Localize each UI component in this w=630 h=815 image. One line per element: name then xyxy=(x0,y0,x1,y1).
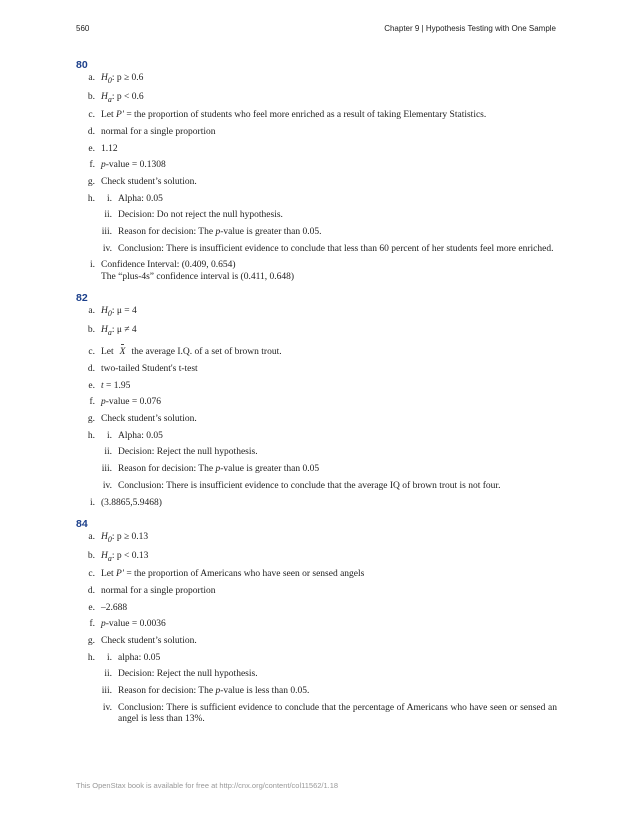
answer-h xyxy=(76,431,557,493)
item-label: g. xyxy=(87,414,95,425)
answer-list xyxy=(76,532,557,726)
item-label: e. xyxy=(88,602,95,613)
item-label: f. xyxy=(89,619,95,630)
subitem-label: iv. xyxy=(102,702,112,713)
x-bar-symbol: X xyxy=(119,347,126,358)
answer-g xyxy=(76,636,557,648)
graph-note: Check student’s solution. xyxy=(101,414,197,425)
alternative-hypothesis: $H_a$: p < 0.6 xyxy=(101,91,144,104)
item-label: c. xyxy=(88,110,95,121)
answer-c xyxy=(76,110,557,122)
item-label: c. xyxy=(88,569,95,580)
item-label: g. xyxy=(87,176,95,187)
answer-a xyxy=(76,532,557,545)
confidence-interval: Confidence Interval: (0.409, 0.654) The “plus-4s” confidence interval is (0.411, 0.648) xyxy=(101,260,295,282)
conclusion: Conclusion: There is insufficient evidence to conclude that the average IQ of brown trout is not four. xyxy=(118,480,501,491)
random-variable: Let P′ = the proportion of students who feel more enriched as a result of taking Elementary Statistics. xyxy=(101,110,487,121)
subitem-label: ii. xyxy=(104,447,112,458)
decision-list xyxy=(101,194,557,256)
random-variable: Let X the average I.Q. of a set of brown trout. xyxy=(101,347,282,358)
answer-e xyxy=(76,381,557,393)
item-label: c. xyxy=(88,347,95,358)
answer-b xyxy=(76,92,557,105)
answer-f xyxy=(76,619,557,631)
item-label: e. xyxy=(88,380,95,391)
distribution: two-tailed Student's t-test xyxy=(101,364,198,374)
answer-g xyxy=(76,414,557,426)
answer-f xyxy=(76,160,557,172)
answer-d xyxy=(76,127,557,139)
item-label: g. xyxy=(87,635,95,646)
decision-list xyxy=(101,653,557,726)
subitem-label: iv. xyxy=(102,480,112,491)
subitem xyxy=(72,464,557,476)
answer-g xyxy=(76,177,557,189)
item-label: a. xyxy=(88,306,95,317)
item-label: f. xyxy=(89,397,95,408)
answer-d xyxy=(76,586,557,598)
subitem xyxy=(72,194,557,206)
alpha: Alpha: 0.05 xyxy=(118,430,163,441)
answer-i xyxy=(76,260,557,283)
subitem-label: iii. xyxy=(101,685,112,696)
item-label: i. xyxy=(89,497,95,508)
answer-e xyxy=(76,144,557,156)
reason: Reason for decision: The p-value is greater than 0.05 xyxy=(118,464,320,475)
subitem xyxy=(72,431,557,443)
subitem-label: ii. xyxy=(104,669,112,680)
answer-e xyxy=(76,603,557,615)
item-label: f. xyxy=(89,160,95,171)
subitem xyxy=(72,653,557,665)
item-label: h. xyxy=(87,430,95,441)
test-statistic: 1.12 xyxy=(101,143,118,154)
page-footer: This OpenStax book is available for free at http://cnx.org/content/col11562/1.18 xyxy=(76,781,339,790)
answer-a xyxy=(76,73,557,86)
answer-a xyxy=(76,306,557,319)
item-label: h. xyxy=(87,193,95,204)
item-label: i. xyxy=(89,260,95,271)
conclusion: Conclusion: There is sufficient evidence to conclude that the percentage of Americans who have seen or sensed an angel is less than 13%. xyxy=(118,702,557,725)
reason: Reason for decision: The p-value is greater than 0.05. xyxy=(118,226,322,237)
subitem xyxy=(72,669,557,681)
null-hypothesis: $H_0$: p ≥ 0.13 xyxy=(101,532,149,544)
null-hypothesis: $H_0$: p ≥ 0.6 xyxy=(101,73,144,85)
subitem xyxy=(72,447,557,459)
distribution: normal for a single proportion xyxy=(101,126,216,137)
item-label: a. xyxy=(88,532,95,542)
answer-h xyxy=(76,194,557,256)
graph-note: Check student’s solution. xyxy=(101,635,197,646)
subitem-label: i. xyxy=(106,430,112,441)
item-label: e. xyxy=(88,143,95,154)
decision: Decision: Reject the null hypothesis. xyxy=(118,669,258,680)
problem-number: 84 xyxy=(76,518,88,530)
problem-number: 82 xyxy=(76,292,88,305)
item-label: d. xyxy=(87,585,95,596)
subitem-label: i. xyxy=(106,193,112,204)
subitem xyxy=(72,244,557,256)
test-statistic: –2.688 xyxy=(101,602,128,613)
item-label: b. xyxy=(87,91,95,102)
page-number: 560 xyxy=(76,24,90,33)
null-hypothesis: $H_0$: μ = 4 xyxy=(101,306,137,319)
random-variable: Let P′ = the proportion of Americans who have seen or sensed angels xyxy=(101,569,365,580)
chapter-title: Chapter 9 | Hypothesis Testing with One Sample xyxy=(384,24,556,33)
decision: Decision: Reject the null hypothesis. xyxy=(118,447,258,458)
subitem xyxy=(72,686,557,698)
item-label: b. xyxy=(87,324,95,335)
answer-h xyxy=(76,653,557,726)
answer-i xyxy=(76,498,557,510)
p-value: p-value = 0.076 xyxy=(101,397,161,408)
item-label: a. xyxy=(88,73,95,83)
subitem xyxy=(72,227,557,239)
subitem-label: iii. xyxy=(101,226,112,237)
item-label: h. xyxy=(87,652,95,663)
answer-list xyxy=(76,73,557,283)
alternative-hypothesis: $H_a$: μ ≠ 4 xyxy=(101,324,137,337)
alpha: alpha: 0.05 xyxy=(118,652,161,663)
p-value: p-value = 0.0036 xyxy=(101,619,166,630)
test-statistic: t = 1.95 xyxy=(101,380,131,391)
p-value: p-value = 0.1308 xyxy=(101,160,166,171)
subitem-label: iv. xyxy=(102,243,112,254)
answer-d xyxy=(76,364,557,376)
alternative-hypothesis: $H_a$: p < 0.13 xyxy=(101,550,149,563)
alpha: Alpha: 0.05 xyxy=(118,193,163,204)
subitem-label: i. xyxy=(106,652,112,663)
subitem-label: iii. xyxy=(101,464,112,475)
item-label: b. xyxy=(87,550,95,561)
reason: Reason for decision: The p-value is less than 0.05. xyxy=(118,685,310,696)
answer-b xyxy=(76,551,557,564)
answer-c xyxy=(76,347,557,359)
subitem xyxy=(72,703,557,726)
decision-list xyxy=(101,431,557,493)
decision: Decision: Do not reject the null hypothesis. xyxy=(118,210,283,221)
problem-number: 80 xyxy=(76,59,88,71)
subitem xyxy=(72,210,557,222)
answer-list xyxy=(76,306,557,509)
subitem xyxy=(72,481,557,493)
conclusion: Conclusion: There is insufficient evidence to conclude that less than 60 percent of her students feel more enriched. xyxy=(118,243,554,254)
distribution: normal for a single proportion xyxy=(101,585,216,596)
answer-c xyxy=(76,569,557,581)
answer-b xyxy=(76,325,557,338)
item-label: d. xyxy=(87,126,95,137)
confidence-interval: (3.8865,5.9468) xyxy=(101,497,162,508)
graph-note: Check student’s solution. xyxy=(101,176,197,187)
solutions-content xyxy=(76,59,557,735)
item-label: d. xyxy=(87,364,95,374)
answer-f xyxy=(76,397,557,409)
subitem-label: ii. xyxy=(104,210,112,221)
